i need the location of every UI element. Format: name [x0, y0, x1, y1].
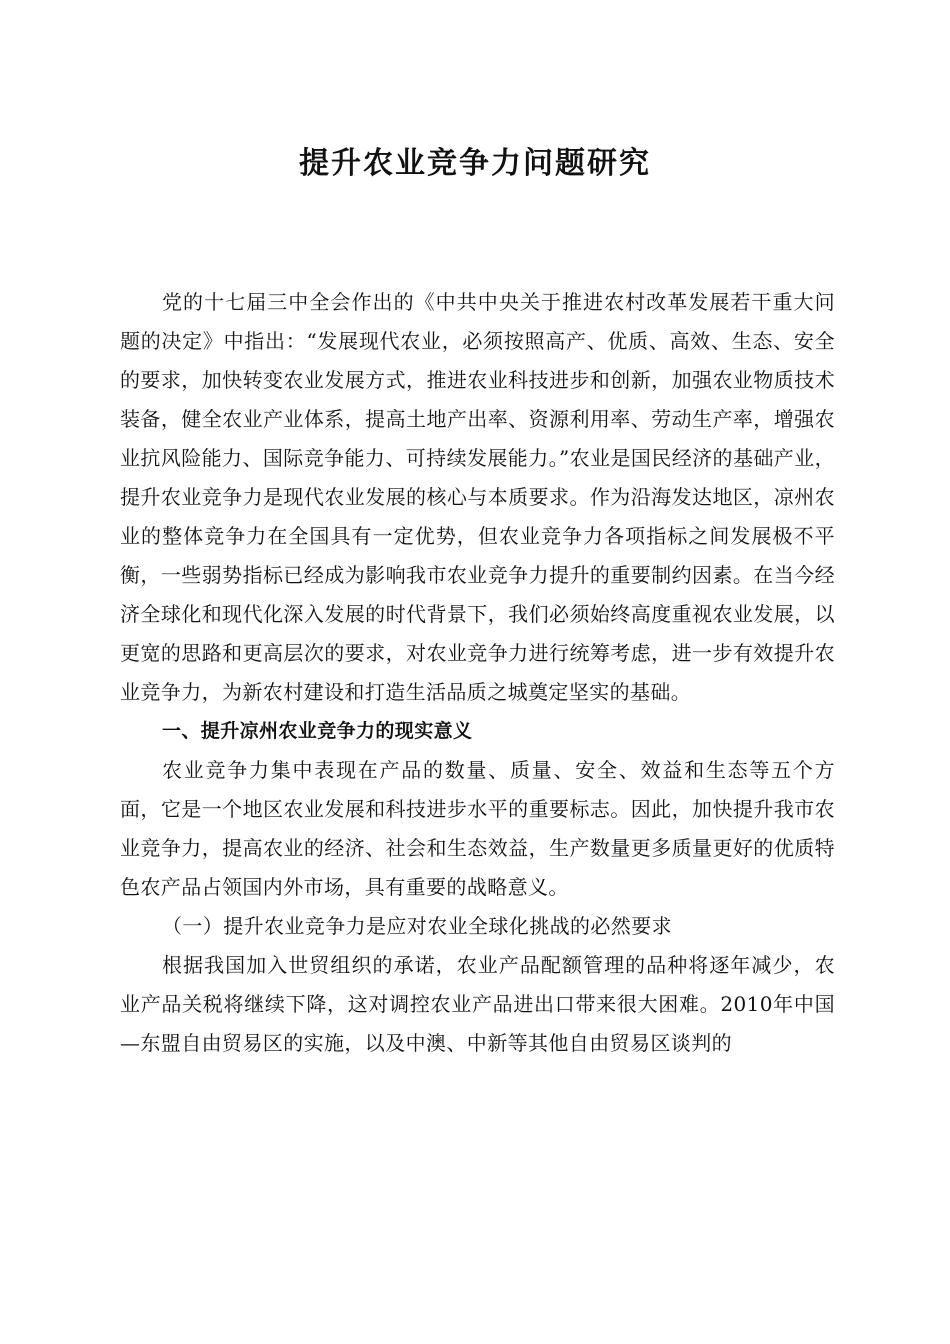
section-paragraph: 农业竞争力集中表现在产品的数量、质量、安全、效益和生态等五个方面，它是一个地区农业发展和科技进步水平的重要标志。因此，加快提升我市农业竞争力，提高农业的经济、社会和生态效益，生产数量更多质量更好的优质特色农产品占领国内外市场，具有重要的战略意义。 — [120, 758, 835, 899]
subsection-heading: （一）提升农业竞争力是应对农业全球化挑战的必然要求 — [162, 914, 672, 938]
document-body — [120, 283, 835, 1063]
document-title: 提升农业竞争力问题研究 — [299, 146, 651, 181]
intro-paragraph: 党的十七届三中全会作出的《中共中央关于推进农村改革发展若干重大问题的决定》中指出：“发展现代农业，必须按照高产、优质、高效、生态、安全的要求，加快转变农业发展方式，推进农业科技进步和创新，加强农业物质技术装备，健全农业产业体系，提高土地产出率、资源利用率、劳动生产率，增强农业抗风险能力、国际竞争能力、可持续发展能力。”农业是国民经济的基础产业，提升农业竞争力是现代农业发展的核心与本质要求。作为沿海发达地区，凉州农业的整体竞争力在全国具有一定优势，但农业竞争力各项指标之间发展极不平衡，一些弱势指标已经成为影响我市农业竞争力提升的重要制约因素。在当今经济全球化和现代化深入发展的时代背景下，我们必须始终高度重视农业发展，以更宽的思路和更高层次的要求，对农业竞争力进行统筹考虑，进一步有效提升农业竞争力，为新农村建设和打造生活品质之城奠定坚实的基础。 — [120, 290, 835, 704]
section-heading: 一、提升凉州农业竞争力的现实意义 — [162, 720, 473, 742]
subsection-paragraph: 根据我国加入世贸组织的承诺，农业产品配额管理的品种将逐年减少，农业产品关税将继续下降，这对调控农业产品进出口带来很大困难。2010年中国—东盟自由贸易区的实施，以及中澳、中新等其他自由贸易区谈判的 — [120, 953, 835, 1055]
